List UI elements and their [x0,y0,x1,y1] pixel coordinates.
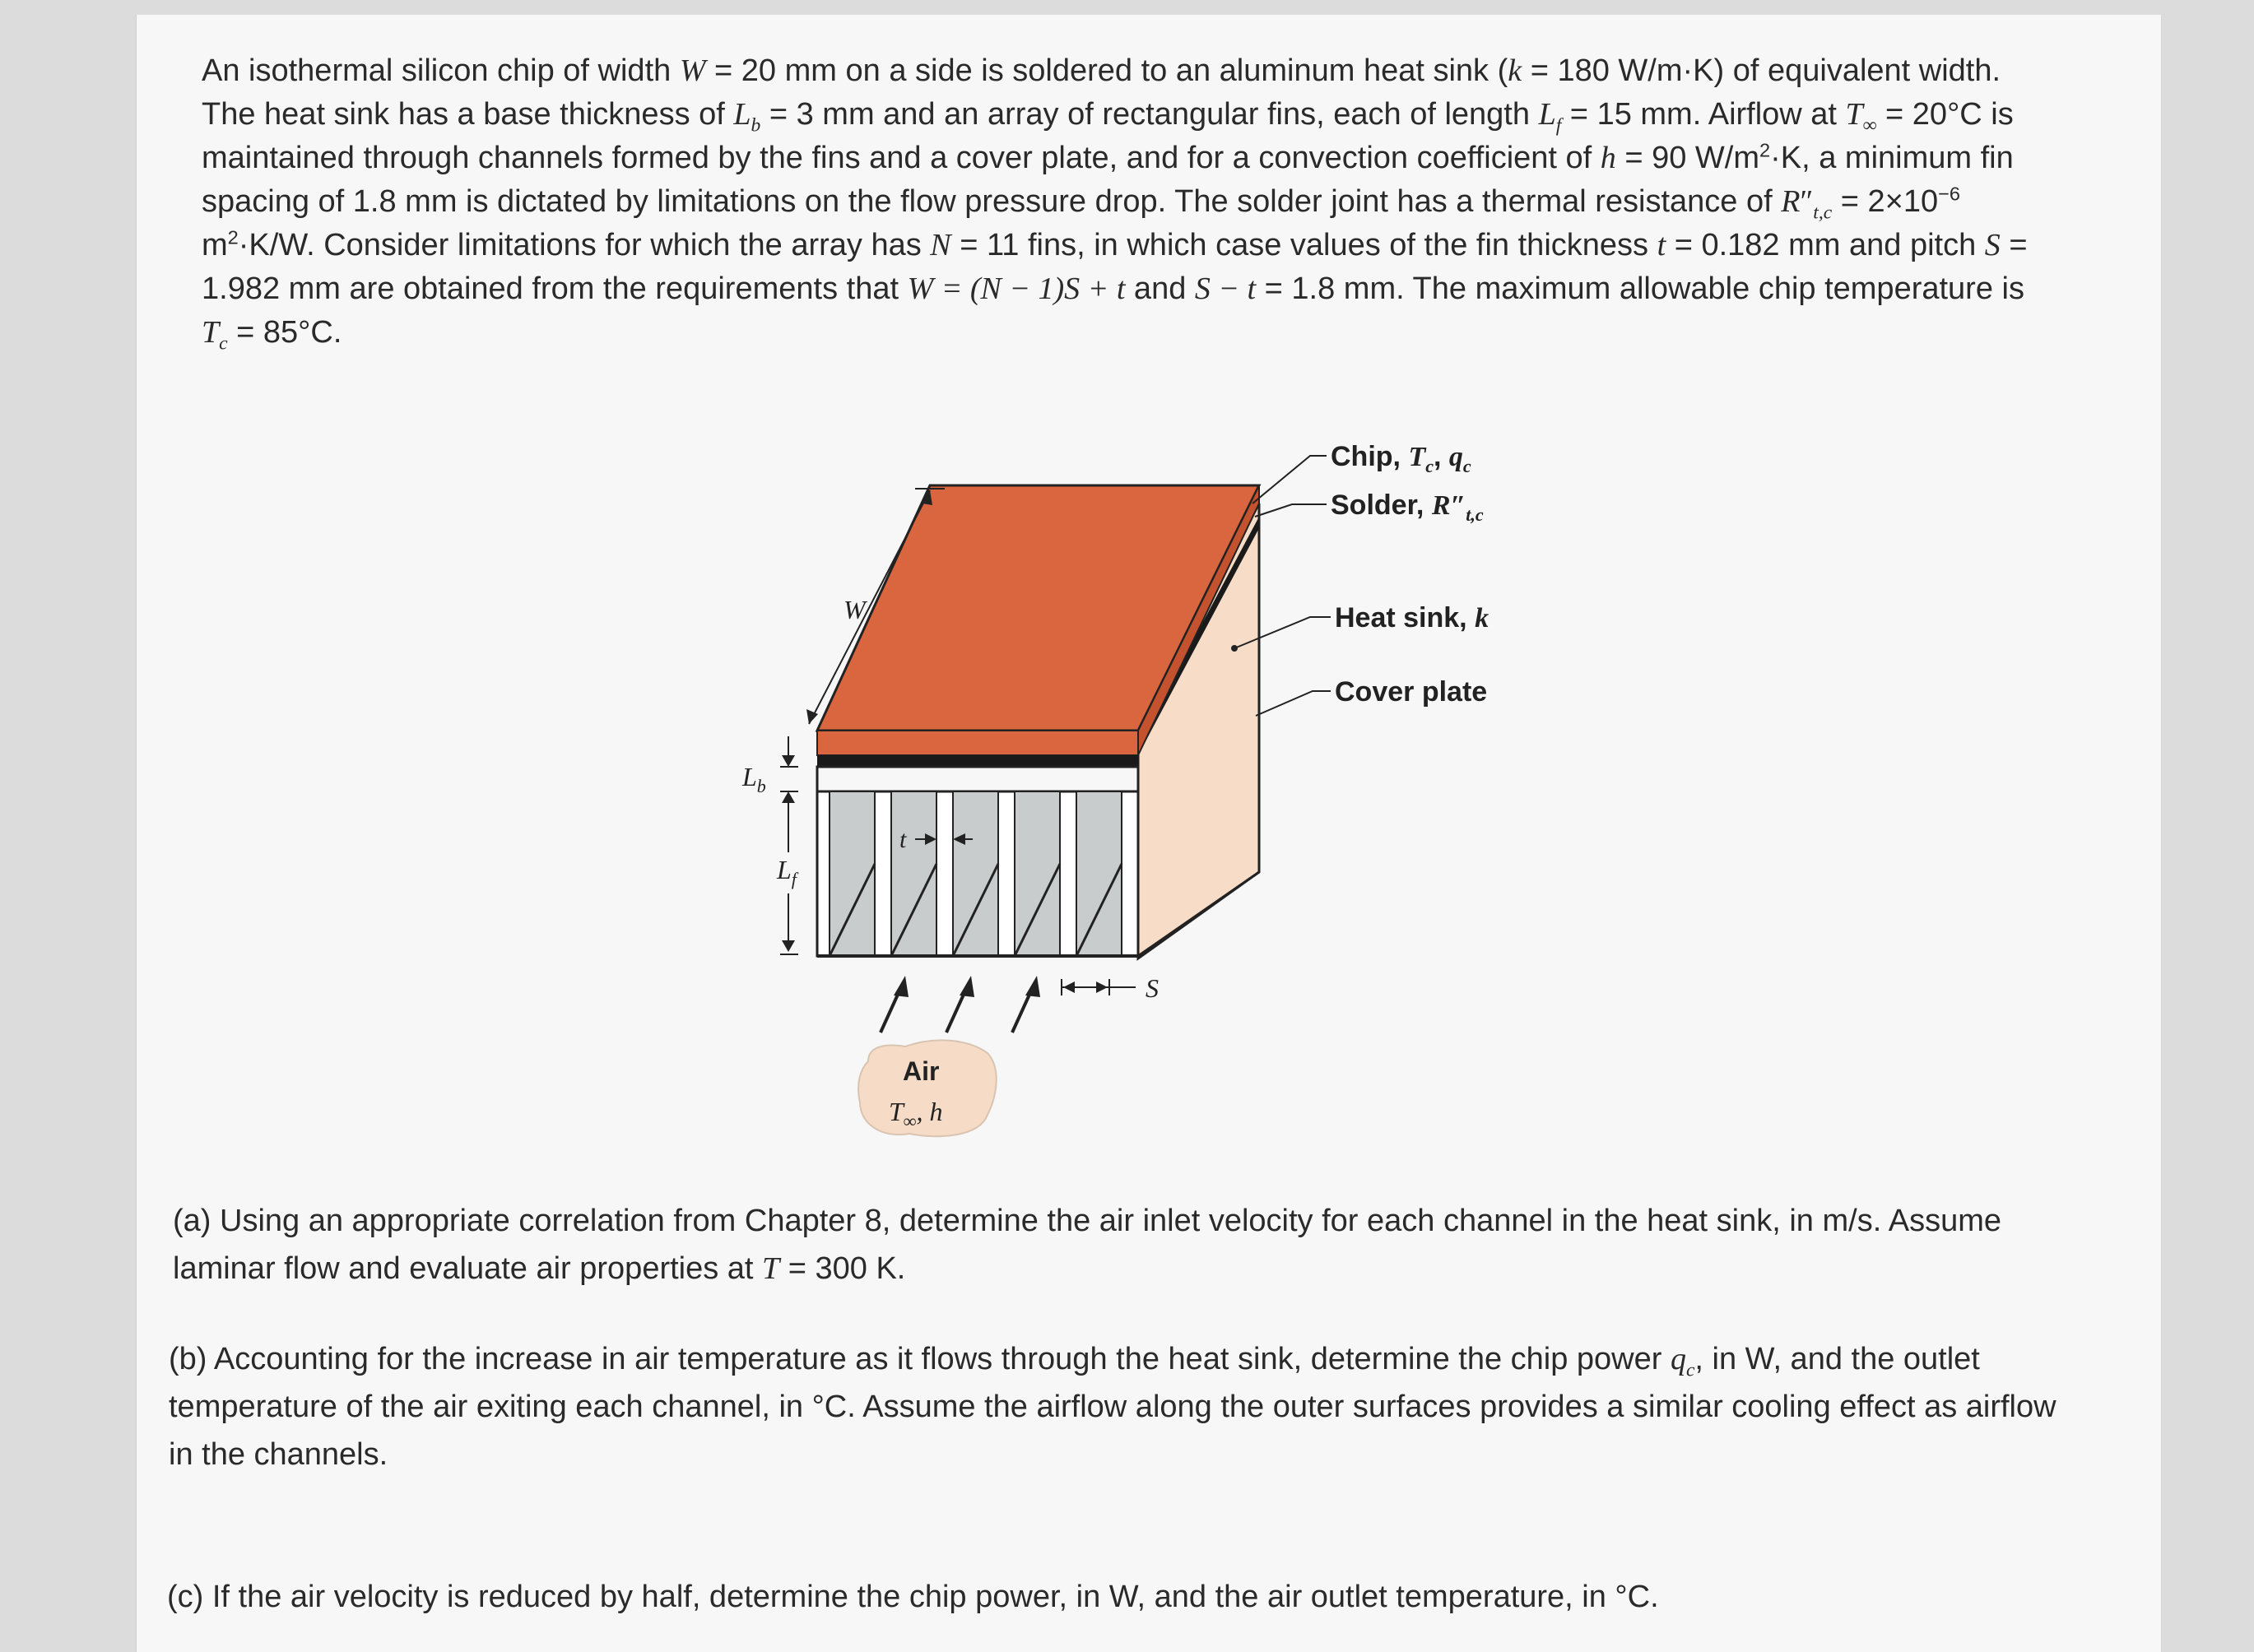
chip-front-face [817,731,1138,755]
value-h: 90 W/m [1652,141,1760,175]
text-run: is maintained through channels formed by the fins and a cover plate, and for a convection coefficient of [202,97,2014,175]
air-h-symbol: , h [916,1097,943,1126]
text-run: on a side is soldered to an aluminum heat sink ( [836,53,1508,88]
symbol-N: N [930,228,951,262]
equals: = [1876,97,1912,132]
label-solder-R-sub: t,c [1466,504,1484,525]
air-title: Air [903,1056,940,1086]
equals: = [1832,184,1868,219]
equals: = [1256,271,1292,306]
label-solder-R: R″ [1431,490,1466,521]
value-N: 11 [986,228,1020,262]
equals: = [705,53,741,88]
fin [830,791,875,956]
value-Lf: 15 mm [1596,97,1693,132]
value-k: 180 W/m·K [1557,53,1714,88]
text-run: and pitch [1840,228,1985,262]
text-run: and an array of rectangular fins, each of length [874,97,1539,132]
question-b-text [169,1335,2078,1478]
text-run: . Airflow at [1692,97,1846,132]
value-t: 0.182 mm [1701,228,1841,262]
fin [1076,791,1122,956]
air-conditions [889,1097,942,1131]
requirement-2: S − t [1194,271,1257,306]
question-a [173,1197,2082,1292]
dim-S-label: S [1146,973,1159,1003]
value-R-unit: ·K/W [238,228,307,262]
value-Lb: 3 mm [796,97,875,132]
equals: = [1666,228,1702,262]
solder-layer [817,755,1138,767]
fin [953,791,998,956]
label-chip-q-sub: c [1462,456,1471,476]
dim-Lf-symbol: L [777,855,792,884]
symbol-Lb-sub: b [751,114,761,137]
question-a-symbol: T [762,1251,780,1286]
text-run: . The maximum allowable chip temperature is [1396,271,2024,306]
symbol-Tc: T [202,315,220,350]
air-T-symbol: T [889,1097,904,1126]
value-h-unit: ·K [1770,141,1802,175]
fins [830,791,1122,956]
question-a-text [173,1197,2082,1292]
label-chip-q: q [1448,442,1463,472]
equals: = [1522,53,1558,88]
symbol-Tc-sub: c [219,332,228,355]
label-solder-text: Solder, [1331,490,1432,521]
requirement-1: W = (N − 1)S + t [907,271,1126,306]
text-run: An isothermal silicon chip of width [202,53,680,88]
value-W: 20 mm [741,53,837,88]
value-R: 2×10 [1867,184,1939,219]
text-run: fins, in which case values of the fin thickness [1019,228,1657,262]
dim-Lf-sub: f [791,869,797,889]
question-b-run: , in W, and the outlet temperature of the air exiting each channel, in °C. Assume the airflow along the outer surfaces provides a similar cooling effect as airflow in the channels. [169,1342,2056,1472]
question-b-symbol-sub: c [1685,1359,1695,1381]
dimension-S [1062,973,1159,1003]
question-b-run: (b) Accounting for the increase in air temperature as it flows through the heat sink, determine the chip power [169,1342,1671,1376]
symbol-k: k [1508,53,1522,88]
fin [891,791,936,956]
label-solder [1331,490,1484,525]
label-heat-sink-k: k [1475,603,1489,633]
label-chip [1331,441,1471,476]
question-c-text: (c) If the air velocity is reduced by half, determine the chip power, in W, and the air outlet temperature, in °C. [167,1580,1659,1614]
value-R-exp: −6 [1938,183,1960,205]
value-Tc: 85°C [263,315,333,350]
symbol-W: W [679,53,706,88]
heat-sink-base [817,767,1138,791]
label-chip-T: T [1408,442,1426,472]
equals: = [2000,228,2028,262]
question-a-run: (a) Using an appropriate correlation from Chapter 8, determine the air inlet velocity for each channel in the heat sink, in m/s. Assume laminar flow and evaluate air properties at [173,1204,2001,1286]
symbol-R: R [1781,184,1801,219]
text-run: and [1125,271,1195,306]
value-S: 1.982 mm [202,271,341,306]
value-spacing: 1.8 mm [1291,271,1397,306]
symbol-h: h [1600,141,1616,175]
symbol-Tinf: T [1845,97,1863,132]
dim-Lb-sub: b [756,776,766,796]
dim-Lb-label [741,762,766,796]
question-b-symbol: q [1670,1342,1686,1376]
equals: = [1561,97,1597,132]
equals: = [1615,141,1652,175]
label-heat-sink-text: Heat sink, [1335,602,1476,633]
text-run: ) of equivalent width. The heat sink has a base thickness of [202,53,2001,132]
text-run: . [332,315,342,350]
dim-t-label: t [899,826,907,853]
label-chip-comma: , [1433,441,1449,472]
symbol-S: S [1984,228,2001,262]
equals: = [760,97,797,132]
fin [1015,791,1060,956]
symbol-R-sub: t,c [1813,202,1833,224]
dimension-Lb [741,736,798,803]
text-run: , a minimum fin spacing of 1.8 mm is dictated by limitations on the flow pressure drop. The solder joint has a thermal resistance of [202,141,2014,219]
symbol-R-prime: ″ [1800,184,1814,219]
equals: = [227,315,263,350]
text-run: are obtained from the requirements that [340,271,908,306]
symbol-Lf-sub: f [1555,114,1562,137]
value-R-unit-exp: 2 [227,226,239,248]
air-bubble [858,1040,997,1136]
label-chip-T-sub: c [1425,456,1434,476]
question-a-value: = 300 K. [779,1251,906,1286]
dim-W-label: W [844,595,866,624]
value-Tinf: 20°C [1912,97,1982,132]
dimension-Lf [774,803,803,954]
label-chip-text: Chip, [1331,441,1409,472]
air-T-sub: ∞ [903,1111,917,1131]
label-heat-sink [1335,602,1489,633]
symbol-t: t [1657,228,1666,262]
text-run: . Consider limitations for which the array has [306,228,931,262]
dim-Lb-symbol: L [742,762,757,791]
question-b [169,1335,2078,1478]
symbol-Tinf-sub: ∞ [1862,114,1877,137]
value-h-exp: 2 [1759,139,1771,161]
equals: = [950,228,987,262]
question-c [167,1573,2076,1621]
symbol-Lf: L [1538,97,1556,132]
value-R-unit: m [202,228,228,262]
symbol-Lb: L [733,97,751,132]
airflow-arrows [881,976,1040,1032]
label-cover-plate: Cover plate [1335,676,1488,708]
